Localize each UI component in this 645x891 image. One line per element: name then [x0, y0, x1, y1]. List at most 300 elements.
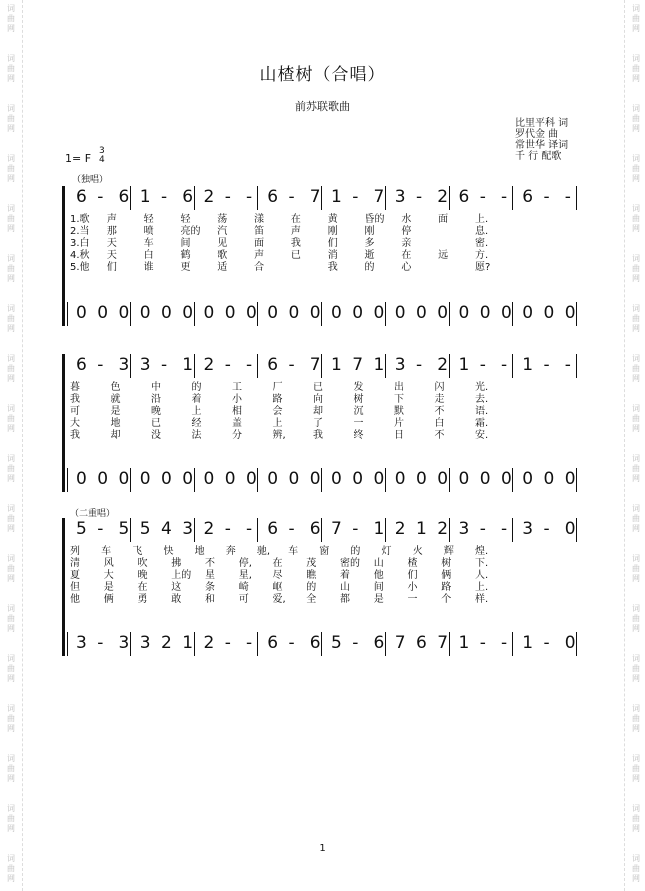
lyric-word: 荡 — [217, 214, 228, 225]
melody-note: - — [288, 519, 295, 539]
melody-note: - — [224, 519, 231, 539]
watermark-char: 曲 — [632, 814, 640, 823]
lyric-word: 车 — [143, 238, 154, 249]
lyric-word: 霜. — [475, 418, 489, 429]
lyric-word: 的 — [364, 262, 375, 273]
melody-note: 6 — [182, 187, 194, 207]
lyric-word: 刚 — [364, 226, 375, 237]
lyric-word: 白 — [434, 418, 445, 429]
lyric-word: 天 — [106, 250, 117, 261]
barline — [130, 186, 131, 210]
lower-note: 0 — [267, 469, 279, 489]
melody-note: - — [97, 355, 104, 375]
lyric-word: 他 — [373, 570, 384, 581]
lyric-word: 我 — [70, 430, 80, 441]
lyric-word: 默 — [394, 406, 404, 417]
watermark-char: 网 — [7, 724, 15, 733]
watermark-char: 词 — [632, 504, 640, 513]
lower-note: 0 — [522, 303, 534, 323]
melody-note: - — [501, 519, 508, 539]
lyric-word: 鹤 — [180, 250, 191, 261]
lyric-word: 2.当 — [70, 226, 90, 237]
melody-note: 6 — [309, 519, 321, 539]
watermark-char: 网 — [7, 524, 15, 533]
melody-note: - — [543, 187, 550, 207]
lower-note: 0 — [501, 469, 512, 489]
lyric-word: 安. — [475, 430, 489, 441]
watermark-char: 曲 — [7, 264, 15, 273]
barline — [449, 354, 450, 378]
barline — [321, 354, 322, 378]
lyric-word: 愿? — [475, 262, 491, 273]
melody-note: 2 — [437, 519, 449, 539]
lyric-word: 刚 — [327, 226, 338, 237]
lower-note: 0 — [288, 303, 300, 323]
barline — [449, 468, 450, 492]
watermark-char: 词 — [632, 4, 640, 13]
barline — [576, 632, 577, 656]
lyric-word: 息. — [475, 226, 489, 237]
melody-note: 6 — [267, 187, 279, 207]
lyric-word: 水 — [401, 214, 412, 225]
lyric-word: 岖 — [272, 582, 283, 593]
watermark-char: 曲 — [632, 664, 640, 673]
watermark-char: 词 — [632, 154, 640, 163]
lyric-word: 那 — [106, 226, 117, 237]
lyric-word: 上的 — [171, 570, 192, 581]
melody-note: - — [352, 519, 359, 539]
watermark-char: 曲 — [632, 514, 640, 523]
watermark-char: 网 — [7, 624, 15, 633]
watermark-char: 网 — [632, 74, 640, 83]
time-signature — [99, 147, 105, 165]
lyric-word: 车 — [101, 546, 112, 557]
lyric-word: 们 — [106, 262, 117, 273]
key-signature: 1= F — [65, 152, 92, 165]
melody-row — [72, 354, 582, 376]
lyric-word: 终 — [353, 430, 364, 441]
lyric-word: 是 — [373, 594, 384, 605]
barline — [449, 632, 450, 656]
lyric-word: 声 — [290, 226, 301, 237]
watermark-char: 网 — [7, 174, 15, 183]
barline — [449, 186, 450, 210]
watermark-char: 曲 — [632, 64, 640, 73]
lower-note: 0 — [139, 303, 151, 323]
melody-note: - — [479, 355, 486, 375]
lyric-word: 更 — [180, 262, 191, 273]
lower-note: 6 — [267, 633, 279, 653]
lyric-word: 消 — [327, 250, 338, 261]
melody-note: - — [352, 187, 359, 207]
page-number: 1 — [319, 843, 326, 854]
lyric-word: 喷 — [143, 226, 154, 237]
lyric-word: 5.他 — [70, 262, 90, 273]
lower-note: 3 — [76, 633, 87, 653]
watermark-char: 曲 — [7, 714, 15, 723]
lyric-word: 就 — [110, 394, 121, 405]
watermark-char: 网 — [7, 674, 15, 683]
watermark-char: 词 — [632, 404, 640, 413]
melody-note: 7 — [373, 187, 385, 207]
melody-note: 2 — [203, 519, 215, 539]
lower-note: 0 — [416, 469, 427, 489]
lyric-word: 和 — [205, 594, 215, 605]
watermark-column-left — [4, 0, 18, 891]
lyric-word: 样. — [475, 594, 489, 605]
lyric-word: 他 — [70, 594, 80, 605]
melody-note: 3 — [522, 519, 534, 539]
lyric-word: 已 — [290, 250, 301, 261]
melody-note: - — [479, 519, 486, 539]
lyric-word: 远 — [438, 250, 449, 261]
lower-note: 0 — [161, 469, 172, 489]
watermark-char: 网 — [7, 74, 15, 83]
lyric-word: 地 — [110, 418, 121, 429]
lyric-word: 着 — [191, 394, 202, 405]
lower-note: 0 — [352, 469, 364, 489]
lyric-word: 闪 — [434, 382, 445, 393]
melody-note: 3 — [182, 519, 194, 539]
lower-part-row — [72, 468, 582, 490]
lower-note: 0 — [543, 303, 555, 323]
barline — [321, 632, 322, 656]
lyric-word: 走 — [434, 394, 445, 405]
lyric-word: 已 — [313, 382, 323, 393]
watermark-char: 曲 — [7, 14, 15, 23]
lyric-word: 瞧 — [306, 570, 317, 581]
melody-note: - — [97, 187, 104, 207]
watermark-char: 网 — [632, 224, 640, 233]
melody-note: 3 — [458, 519, 470, 539]
lower-note: 1 — [458, 633, 470, 653]
barline — [512, 468, 513, 492]
lyric-word: 山 — [340, 582, 350, 593]
watermark-char: 词 — [632, 104, 640, 113]
lyric-word: 分 — [232, 430, 242, 441]
barline-left — [67, 632, 68, 656]
barline — [257, 632, 258, 656]
melody-note: 1 — [522, 355, 534, 375]
lower-note: 3 — [139, 633, 151, 653]
lyric-word: 见 — [217, 238, 228, 249]
watermark-char: 词 — [632, 804, 640, 813]
watermark-char: 曲 — [7, 864, 15, 873]
lyric-word: 会 — [272, 406, 283, 417]
melody-note: 3 — [139, 355, 151, 375]
lyric-word: 上 — [191, 406, 202, 417]
lyric-word: 上. — [475, 582, 489, 593]
watermark-char: 词 — [7, 504, 15, 513]
lyric-word: 这 — [171, 582, 182, 593]
lower-note: 0 — [224, 303, 236, 323]
barline — [385, 632, 386, 656]
melody-note: 2 — [437, 355, 449, 375]
lyric-word: 路 — [441, 582, 452, 593]
system-brace — [62, 518, 65, 656]
credit-line: 千 行 配歌 — [515, 151, 562, 162]
watermark-char: 网 — [7, 474, 15, 483]
lower-note: - — [352, 633, 359, 653]
lyric-word: 密. — [475, 238, 489, 249]
watermark-char: 词 — [7, 354, 15, 363]
lyric-word: 出 — [394, 382, 404, 393]
watermark-char: 曲 — [7, 564, 15, 573]
lyric-word: 却 — [110, 430, 121, 441]
lyric-word: 火 — [412, 546, 423, 557]
lyric-word: 4.秋 — [70, 250, 90, 261]
lower-note: 2 — [203, 633, 215, 653]
lyric-word: 奔 — [225, 546, 236, 557]
lyric-word: 不 — [434, 406, 445, 417]
lower-note: 0 — [331, 469, 342, 489]
lower-part-row — [72, 302, 582, 324]
lyric-word: 轻 — [143, 214, 154, 225]
lower-note: 0 — [437, 469, 449, 489]
lyric-word: 可 — [238, 594, 249, 605]
watermark-char: 曲 — [7, 364, 15, 373]
melody-note: 1 — [182, 355, 194, 375]
barline — [130, 302, 131, 326]
watermark-char: 网 — [632, 874, 640, 883]
melody-note: 1 — [373, 519, 385, 539]
barline — [385, 468, 386, 492]
barline — [194, 468, 195, 492]
watermark-char: 网 — [632, 274, 640, 283]
barline — [130, 632, 131, 656]
barline — [130, 468, 131, 492]
lyric-word: 茂 — [306, 558, 317, 569]
lyric-word: 辨, — [272, 430, 286, 441]
lower-part-row — [72, 632, 582, 654]
watermark-char: 网 — [632, 174, 640, 183]
lower-note: 0 — [161, 303, 172, 323]
lyric-word: 面 — [254, 238, 265, 249]
barline — [512, 186, 513, 210]
lower-note: 0 — [373, 469, 385, 489]
watermark-char: 曲 — [632, 614, 640, 623]
lower-note: 0 — [309, 469, 321, 489]
melody-note: - — [161, 187, 168, 207]
watermark-char: 曲 — [7, 514, 15, 523]
lyric-word: 是 — [103, 582, 114, 593]
watermark-char: 网 — [632, 674, 640, 683]
lower-note: - — [97, 633, 104, 653]
barline — [194, 632, 195, 656]
lyric-word: 着 — [340, 570, 350, 581]
watermark-char: 网 — [7, 874, 15, 883]
lyric-word: 是 — [110, 406, 121, 417]
melody-note: - — [288, 355, 295, 375]
lyric-word: 夏 — [70, 570, 80, 581]
melody-note: 0 — [564, 519, 576, 539]
watermark-char: 曲 — [7, 814, 15, 823]
watermark-char: 网 — [632, 374, 640, 383]
lyric-word: 飞 — [132, 546, 143, 557]
lyric-word: 光. — [475, 382, 489, 393]
melody-note: 3 — [394, 187, 406, 207]
lyric-word: 盖 — [232, 418, 242, 429]
lower-note: 0 — [394, 469, 406, 489]
lower-note: 0 — [437, 303, 449, 323]
lyric-word: 发 — [353, 382, 364, 393]
watermark-char: 词 — [7, 4, 15, 13]
melody-note: - — [479, 187, 486, 207]
lyric-word: 歌 — [217, 250, 228, 261]
lyric-word: 下. — [475, 558, 489, 569]
lyric-word: 我 — [70, 394, 80, 405]
lyric-word: 们 — [407, 570, 418, 581]
barline — [194, 302, 195, 326]
lower-note: 0 — [564, 633, 576, 653]
lyric-word: 停, — [238, 558, 252, 569]
melody-note: 6 — [267, 355, 279, 375]
lyric-word: 语. — [475, 406, 489, 417]
watermark-char: 曲 — [632, 264, 640, 273]
lyric-word: 天 — [106, 238, 117, 249]
melody-note: - — [246, 519, 253, 539]
lower-note: 0 — [76, 303, 87, 323]
lyric-word: 窗 — [319, 546, 330, 557]
lyric-word: 灯 — [381, 546, 392, 557]
barline — [512, 518, 513, 542]
lower-note: 0 — [139, 469, 151, 489]
lyric-word: 逝 — [364, 250, 375, 261]
watermark-char: 词 — [632, 204, 640, 213]
barline — [130, 518, 131, 542]
lyric-word: 向 — [313, 394, 323, 405]
lower-note: 6 — [373, 633, 385, 653]
lower-note: 0 — [267, 303, 279, 323]
lyric-word: 间 — [373, 582, 384, 593]
edge-dashed-line — [22, 0, 23, 891]
lower-note: 0 — [309, 303, 321, 323]
lyric-word: 面 — [438, 214, 449, 225]
watermark-char: 曲 — [632, 14, 640, 23]
watermark-char: 网 — [632, 474, 640, 483]
lyric-word: 沉 — [353, 406, 364, 417]
watermark-char: 曲 — [7, 764, 15, 773]
lyric-word: 俩 — [441, 570, 452, 581]
melody-note: - — [246, 187, 253, 207]
lyric-word: 片 — [394, 418, 404, 429]
lyric-word: 煌. — [475, 546, 489, 557]
lyric-word: 却 — [313, 406, 323, 417]
watermark-char: 曲 — [632, 214, 640, 223]
watermark-char: 词 — [7, 254, 15, 263]
melody-note: - — [501, 187, 508, 207]
melody-row — [72, 518, 582, 540]
lower-note: - — [288, 633, 295, 653]
watermark-char: 网 — [632, 424, 640, 433]
watermark-char: 网 — [7, 574, 15, 583]
meter-top: 3 — [99, 146, 105, 156]
melody-note: 1 — [373, 355, 385, 375]
watermark-char: 词 — [632, 454, 640, 463]
lyric-word: 全 — [306, 594, 317, 605]
watermark-char: 曲 — [632, 864, 640, 873]
watermark-char: 曲 — [632, 764, 640, 773]
lower-note: 0 — [203, 303, 215, 323]
lyric-word: 在 — [401, 250, 412, 261]
lyric-word: 漾 — [254, 214, 265, 225]
lyric-word: 日 — [394, 430, 404, 441]
watermark-char: 词 — [632, 704, 640, 713]
barline-left — [67, 302, 68, 326]
lyric-word: 但 — [70, 582, 80, 593]
lyric-word: 法 — [191, 430, 202, 441]
melody-note: 2 — [203, 355, 215, 375]
lyric-word: 中 — [151, 382, 161, 393]
lower-note: 6 — [416, 633, 427, 653]
lower-note: 0 — [522, 469, 534, 489]
watermark-char: 网 — [632, 824, 640, 833]
credit-line: 罗代金 曲 — [515, 129, 559, 140]
watermark-char: 网 — [7, 424, 15, 433]
lyric-word: 暮 — [70, 382, 80, 393]
melody-note: - — [224, 187, 231, 207]
lower-note: - — [224, 633, 231, 653]
melody-note: - — [288, 187, 295, 207]
watermark-char: 网 — [7, 374, 15, 383]
lyric-word: 大 — [70, 418, 80, 429]
watermark-char: 词 — [632, 604, 640, 613]
lyric-word: 停 — [401, 226, 412, 237]
melody-note: - — [97, 519, 104, 539]
watermark-char: 曲 — [632, 364, 640, 373]
melody-note: - — [416, 187, 423, 207]
watermark-char: 曲 — [632, 564, 640, 573]
watermark-char: 词 — [7, 304, 15, 313]
melody-note: - — [416, 355, 423, 375]
lyric-word: 适 — [217, 262, 228, 273]
melody-note: 6 — [458, 187, 470, 207]
lyric-word: 人. — [475, 570, 489, 581]
barline — [130, 354, 131, 378]
watermark-char: 网 — [7, 124, 15, 133]
watermark-char: 词 — [7, 404, 15, 413]
page-subtitle: 前苏联歌曲 — [295, 100, 350, 113]
watermark-char: 曲 — [7, 664, 15, 673]
lyric-word: 色 — [110, 382, 121, 393]
lyric-word: 1.歌 — [70, 214, 90, 225]
watermark-char: 曲 — [7, 314, 15, 323]
lyric-word: 敢 — [171, 594, 182, 605]
watermark-char: 词 — [7, 554, 15, 563]
lower-note: 0 — [246, 469, 257, 489]
watermark-char: 网 — [7, 824, 15, 833]
lyric-word: 不 — [434, 430, 445, 441]
watermark-char: 网 — [632, 24, 640, 33]
lyric-word: 都 — [340, 594, 350, 605]
barline — [576, 186, 577, 210]
melody-note: 1 — [331, 187, 342, 207]
barline — [385, 354, 386, 378]
lower-note: - — [479, 633, 486, 653]
barline — [385, 518, 386, 542]
barline — [512, 354, 513, 378]
lyric-word: 的 — [306, 582, 317, 593]
lower-note: 7 — [394, 633, 406, 653]
lyric-word: 们 — [327, 238, 338, 249]
lyric-word: 条 — [205, 582, 215, 593]
watermark-char: 网 — [7, 274, 15, 283]
barline — [385, 302, 386, 326]
lyric-word: 爱, — [272, 594, 286, 605]
barline — [321, 302, 322, 326]
barline — [512, 632, 513, 656]
watermark-char: 曲 — [7, 64, 15, 73]
